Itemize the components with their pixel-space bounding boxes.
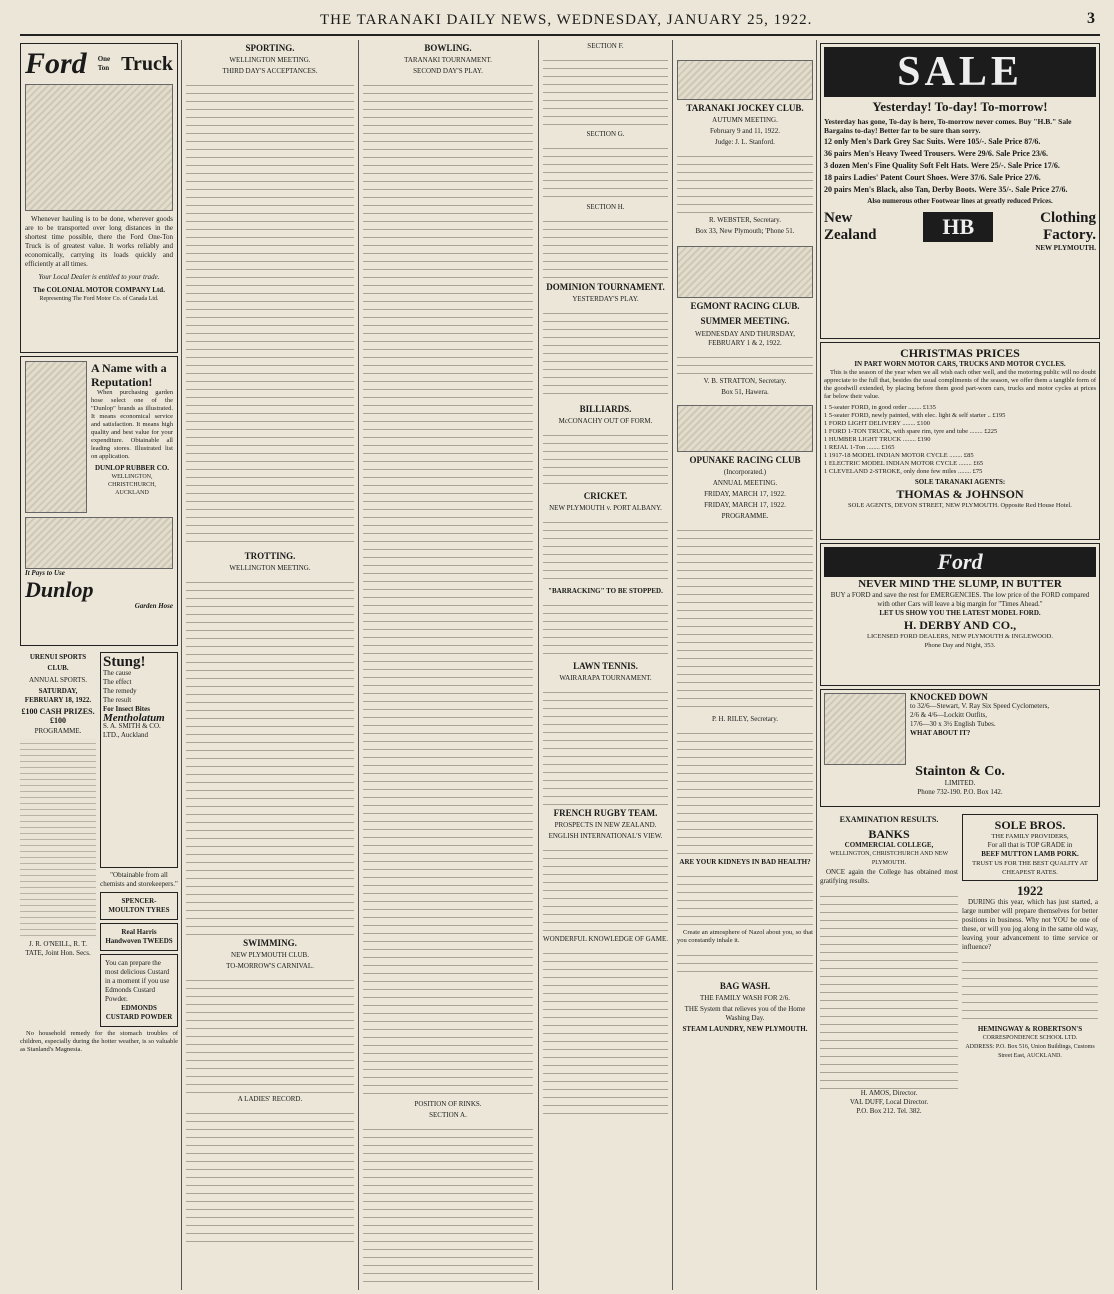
opunake-d2: FRIDAY, MARCH 17, 1922. (704, 501, 786, 509)
ford-slump-ad (820, 543, 1100, 686)
urenui-sub: ANNUAL SPORTS. (28, 676, 88, 684)
bag-wash-addr: STEAM LAUNDRY, NEW PLYMOUTH. (682, 1025, 808, 1033)
gardener-illustration (25, 517, 173, 569)
sale-intro: Yesterday has gone, To-day is here, To-morrow never comes. Buy "H.B." Sale Bargains to-day! Better far to be sure than sorry. (824, 117, 1072, 135)
urenui-date: SATURDAY, FEBRUARY 18, 1922. (24, 687, 92, 704)
bag-wash-title: BAG WASH. (719, 981, 771, 991)
sale-items (824, 137, 1096, 195)
xmas-item-3: 1 FORD 1-TON TRUCK, with spare rim, tyre and tube ........ £225 (824, 428, 998, 435)
stainton-ad (820, 689, 1100, 807)
tjc-secretary: R. WEBSTER, Secretary. (709, 216, 781, 224)
rinks-section-a: SECTION A. (429, 1111, 467, 1119)
trotting-wellington: WELLINGTON MEETING. (229, 564, 311, 572)
opunake-meeting: ANNUAL MEETING. (712, 479, 778, 487)
xmas-item-4: 1 HUMBER LIGHT TRUCK ........ £190 (824, 436, 931, 443)
xmas-item-2: 1 FORD LIGHT DELIVERY ........ £100 (824, 420, 930, 427)
opunake-sec: P. H. RILEY, Secretary. (711, 715, 779, 723)
magnesia-text: No household remedy for the stomach troubles of children, especially during the hotter weather, is so valuable as Stanland's Magnesia. (20, 1030, 178, 1053)
edmonds-text: You can prepare the most delicious Custard in a moment if you use Edmonds Custard Powder. (105, 959, 170, 1003)
stungi-result: The result (103, 696, 132, 704)
sale-also: Also numerous other Footwear lines at greatly reduced Prices. (867, 197, 1053, 205)
billiards-head: BILLIARDS. (579, 404, 632, 414)
stainton-l2: 2/6 & 4/6—Lockitt Outfits, (910, 711, 987, 719)
banks-college (820, 811, 958, 1116)
xmas-prices-ad (820, 342, 1100, 540)
ford-company: The COLONIAL MOTOR COMPANY Ltd. (33, 286, 165, 294)
sole-bros (962, 811, 1098, 1116)
dunlop-title: A Name with a Reputation! (91, 361, 167, 389)
nz-zealand: Zealand (824, 227, 877, 243)
cf-factory: Factory. (1043, 227, 1096, 243)
wairarapa: WAIRARAPA TOURNAMENT. (559, 674, 652, 682)
bowling-head: BOWLING. (424, 43, 472, 53)
swimming-np: NEW PLYMOUTH CLUB. (231, 951, 309, 959)
sole-trust: TRUST US FOR THE BEST QUALITY AT CHEAPEST RATES. (972, 860, 1088, 876)
dunlop-body: When purchasing garden hose select one of the "Dunlop" brands as illustrated. It means economical service and satisfaction. It means high quality and best value for your expenditure. Obtainable all leading stores. Illustrated list on application. (91, 389, 173, 460)
college-body: ONCE again the College has obtained most gratifying results. (820, 868, 958, 885)
y1922-body: DURING this year, which has just started, a large number will prepare themselves for better positions in business. Why not YOU be one of these, or will you jog along in the same old way, leaving your advancement to time service or influence? (962, 898, 1098, 951)
nz-new: New (824, 210, 853, 226)
hb-sale-ad (820, 43, 1100, 339)
sale-place: NEW PLYMOUTH. (1035, 244, 1096, 252)
xmas-addr: SOLE AGENTS, DEVON STREET, NEW PLYMOUTH. Opposite Red House Hotel. (848, 502, 1072, 509)
stainton-l1: to 32/6—Stewart, V. Ray Six Speed Cyclometers, (910, 702, 1050, 710)
tjc-dates: February 9 and 11, 1922. (709, 127, 781, 135)
stungi-title: Stung! (103, 654, 146, 670)
commercial-college: COMMERCIAL COLLEGE, (844, 841, 934, 849)
xmas-item-6: 1 1917-18 MODEL INDIAN MOTOR CYCLE ........ £85 (824, 452, 974, 459)
stungi-effect: The effect (103, 678, 132, 686)
sale-item-0: 12 only Men's Dark Grey Sac Suits. Were 105/-. Sale Price 87/6. (824, 137, 1041, 146)
slump-ph: Phone Day and Night, 353. (924, 642, 996, 649)
ladies-record: A LADIES' RECORD. (237, 1095, 303, 1103)
edmonds-brand: EDMONDS CUSTARD POWDER (105, 1004, 173, 1021)
mentholatum-co: S. A. SMITH & CO. LTD., Auckland (103, 722, 161, 739)
bag-wash-sub: THE FAMILY WASH FOR 2/6. (700, 994, 790, 1002)
dominion-tournament: DOMINION TOURNAMENT. (546, 282, 665, 292)
egmont-box: Box 51, Hawera. (721, 388, 769, 396)
stainton-l4: WHAT ABOUT IT? (910, 729, 971, 737)
slump-firm: H. DERBY AND CO., (903, 618, 1017, 632)
stainton-ltd: LIMITED. (944, 779, 976, 787)
xmas-firm: THOMAS & JOHNSON (896, 487, 1024, 501)
column-racing (677, 40, 813, 1288)
urenui-title: URENUI SPORTS CLUB. (29, 653, 87, 672)
exam-title: EXAMINATION RESULTS. (839, 815, 939, 824)
bowling-second-day: SECOND DAY'S PLAY. (413, 67, 483, 75)
urenui-sports (20, 649, 96, 1030)
sale-item-2: 3 dozen Men's Fine Quality Soft Felt Hats. Were 25/-. Sale Price 17/6. (824, 161, 1060, 170)
masthead (20, 6, 1100, 36)
section-g: SECTION G. (586, 130, 625, 138)
mentholatum-brand: Mentholatum (103, 712, 165, 724)
bag-wash-body: THE System that relieves you of the Home Washing Day. (684, 1005, 806, 1022)
xmas-item-0: 1 5-seater FORD, in good order ........ £135 (824, 404, 936, 411)
tjc-meeting: AUTUMN MEETING. (712, 116, 778, 124)
sale-banner: SALE (824, 47, 1096, 97)
spencer-ad: SPENCER-MOULTON TYRES (100, 892, 178, 920)
ford-one: One (97, 55, 111, 63)
cyclist-illustration (824, 693, 906, 765)
cricket-np-pa: NEW PLYMOUTH v. PORT ALBANY. (549, 504, 662, 512)
sole-meats: BEEF MUTTON LAMB PORK. (981, 850, 1079, 858)
college-sign: H. AMOS, Director. (860, 1089, 918, 1097)
ford-dealer: Your Local Dealer is entitled to your trade. (38, 273, 160, 281)
wellington-meeting: WELLINGTON MEETING. (229, 56, 311, 64)
xmas-sub: IN PART WORN MOTOR CARS, TRUCKS AND MOTOR CYCLES. (854, 360, 1066, 368)
opunake-d1: FRIDAY, MARCH 17, 1922. (704, 490, 786, 498)
xmas-item-1: 1 5-seater FORD, newly painted, with elec. light & self starter .. £195 (824, 412, 1006, 419)
xmas-body: This is the season of the year when we all wish each other well, and the motoring public will no doubt appreciate to the full that, besides the usual compliments of the season, we offer them a tangible form of the goodwill extended, by placing before them good part-worn cars, trucks and motor cycles at prices far below their value. (824, 369, 1096, 400)
slump-see: LET US SHOW YOU THE LATEST MODEL FORD. (879, 609, 1041, 617)
egmont-title: EGMONT RACING CLUB. (690, 301, 800, 311)
cricket-head: CRICKET. (583, 491, 628, 501)
dunlop-cities: WELLINGTON, CHRISTCHURCH, AUCKLAND (108, 474, 156, 496)
sole-body: For all that is TOP GRADE in (987, 841, 1073, 849)
sale-bar: Yesterday! To-day! To-morrow! (872, 99, 1048, 114)
stainton-title: KNOCKED DOWN (910, 692, 988, 702)
ford-rep: Representing The Ford Motor Co. of Canada Ltd. (39, 296, 159, 302)
college-duff: VAL DUFF, Local Director. (849, 1098, 929, 1106)
masthead-title: THE TARANAKI DAILY NEWS, WEDNESDAY, JANUARY 25, 1922. (320, 12, 813, 28)
dunlop-logo: Dunlop (25, 577, 94, 602)
opunake-inc: (Incorporated.) (723, 468, 767, 476)
college-cities: WELLINGTON, CHRISTCHURCH AND NEW PLYMOUTH. (829, 851, 949, 866)
column-ads (820, 40, 1100, 1288)
sale-item-4: 20 pairs Men's Black, also Tan, Derby Boots. Were 35/-. Sale Price 27/6. (824, 185, 1068, 194)
horses-illustration-3 (677, 405, 813, 452)
page-number: 3 (1087, 10, 1096, 27)
xmas-agents: SOLE TARANAKI AGENTS: (914, 478, 1006, 486)
swimming-head: SWIMMING. (243, 938, 297, 948)
tjc-title: TARANAKI JOCKEY CLUB. (686, 103, 804, 113)
english-view: ENGLISH INTERNATIONAL'S VIEW. (548, 832, 663, 840)
bowling-tournament: TARANAKI TOURNAMENT. (404, 56, 492, 64)
slump-lic: LICENSED FORD DEALERS, NEW PLYMOUTH & INGLEWOOD. (867, 633, 1053, 640)
stungi-cause: The cause (103, 669, 132, 677)
mentholatum-ad (100, 652, 178, 868)
sole-sub: THE FAMILY PROVIDERS, (991, 833, 1069, 840)
column-1 (20, 40, 178, 1288)
slump-body: BUY a FORD and save the rest for EMERGENCIES. The low price of the FORD compared with other Cars will leave a big margin for "Times Ahead." (830, 591, 1090, 608)
stungi-insect: For Insect Bites (103, 705, 150, 713)
stainton-l3: 17/6—30 x 3½ English Tubes. (910, 720, 996, 728)
slump-title: NEVER MIND THE SLUMP, IN BUTTER (858, 578, 1062, 590)
edmonds-ad (100, 954, 178, 1027)
wonderful-knowledge: WONDERFUL KNOWLEDGE OF GAME. (543, 935, 668, 943)
banks-name: BANKS (868, 827, 910, 841)
swimming-carnival: TO-MORROW'S CARNIVAL. (226, 962, 314, 970)
egmont-sec: V. B. STRATTON, Secretary. (703, 377, 787, 385)
stungi-remedy: The remedy (103, 687, 137, 695)
ford-truck-word: Truck (121, 53, 173, 75)
ford-body: Whenever hauling is to be done, wherever goods are to be transported over long distances in the shortest time possible, there the Ford One-Ton Truck is of greatest value. It works reliably and economically, carrying its loads quickly and efficiently at all times. (25, 215, 173, 268)
xmas-item-8: 1 CLEVELAND 2-STROKE, only done few miles ........ £75 (824, 468, 983, 475)
hemingway-sub: CORRESPONDENCE SCHOOL LTD. (982, 1035, 1078, 1041)
sale-item-3: 18 pairs Ladies' Patent Court Shoes. Were 37/6. Sale Price 27/6. (824, 173, 1041, 182)
xmas-title: CHRISTMAS PRICES (900, 346, 1020, 360)
xmas-item-5: 1 REJAL 1-Ton ........ £165 (824, 444, 895, 451)
urenui-prize: £100 CASH PRIZES. £100 (21, 707, 95, 725)
section-f: SECTION F. (587, 42, 624, 50)
stainton-ph: Phone 732-190. P.O. Box 142. (917, 788, 1003, 796)
ford-ton: Ton (97, 64, 110, 72)
truck-illustration (25, 84, 173, 211)
slump-ford-logo: Ford (824, 547, 1096, 577)
barracking: "BARRACKING" TO BE STOPPED. (548, 587, 663, 595)
lawn-tennis: LAWN TENNIS. (573, 661, 638, 671)
third-day-acceptances: THIRD DAY'S ACCEPTANCES. (222, 67, 318, 75)
cf-clothing: Clothing (1040, 210, 1096, 226)
hemingway: HEMINGWAY & ROBERTSON'S (977, 1025, 1083, 1033)
hose-illustration (25, 361, 87, 513)
mentholatum-note: "Obtainable from all chemists and storekeepers." (100, 871, 178, 888)
yesterdays-play: YESTERDAY'S PLAY. (572, 295, 639, 303)
sole-title: SOLE BROS. (994, 818, 1066, 832)
opunake-title: OPUNAKE RACING CLUB (689, 455, 801, 465)
ford-truck-ad (20, 43, 178, 353)
sale-item-1: 36 pairs Men's Heavy Tweed Trousers. Were 29/6. Sale Price 23/6. (824, 149, 1049, 158)
position-of-rinks: POSITION OF RINKS. (414, 1100, 482, 1108)
dunlop-ad (20, 356, 178, 646)
hemingway-addr: ADDRESS: P.O. Box 516, Union Buildings, Customs Street East, AUCKLAND. (965, 1044, 1095, 1059)
sporting-head: SPORTING. (245, 43, 295, 53)
egmont-meeting: SUMMER MEETING. (700, 316, 790, 326)
french-prospects: PROSPECTS IN NEW ZEALAND. (554, 821, 657, 829)
tjc-box: Box 33, New Plymouth; 'Phone 51. (695, 227, 795, 235)
french-rugby: FRENCH RUGBY TEAM. (553, 808, 658, 818)
opunake-prog: PROGRAMME. (721, 512, 769, 520)
mcconachy: McCONACHY OUT OF FORM. (558, 417, 653, 425)
dunlop-tag3: Garden Hose (134, 602, 173, 610)
ford-logo: Ford (25, 47, 87, 80)
column-news (543, 40, 668, 1288)
dunlop-tag1: It Pays to Use (25, 569, 65, 577)
kidneys-q: ARE YOUR KIDNEYS IN BAD HEALTH? (679, 858, 811, 866)
section-h: SECTION H. (586, 203, 625, 211)
hb-logo: HB (923, 212, 993, 242)
tjc-judge: Judge: J. L. Stanford. (715, 138, 775, 146)
y1922-title: 1922 (1017, 883, 1043, 898)
urenui-prog: PROGRAMME. (34, 727, 82, 735)
egmont-days: WEDNESDAY AND THURSDAY, FEBRUARY 1 & 2, 1922. (695, 330, 795, 347)
college-box: P.O. Box 212. Tel. 382. (856, 1107, 922, 1115)
urenui-sec: J. R. O'NEILL, R. T. TATE, Joint Hon. Secs. (25, 940, 91, 957)
xmas-item-7: 1 ELECTRIC MODEL INDIAN MOTOR CYCLE ........ £65 (824, 460, 984, 467)
horses-illustration-1 (677, 60, 813, 100)
harris-ad: Real Harris Handwoven TWEEDS (100, 923, 178, 951)
horses-illustration-2 (677, 246, 813, 298)
column-sporting (186, 40, 354, 1288)
xmas-items (824, 404, 1096, 476)
dunlop-company: DUNLOP RUBBER CO. (94, 464, 170, 472)
column-bowling (363, 40, 533, 1288)
trotting-head: TROTTING. (244, 551, 296, 561)
nazol-text: Create an atmosphere of Nazol about you, so that you constantly inhale it. (677, 929, 813, 944)
stainton-firm: Stainton & Co. (915, 764, 1005, 779)
